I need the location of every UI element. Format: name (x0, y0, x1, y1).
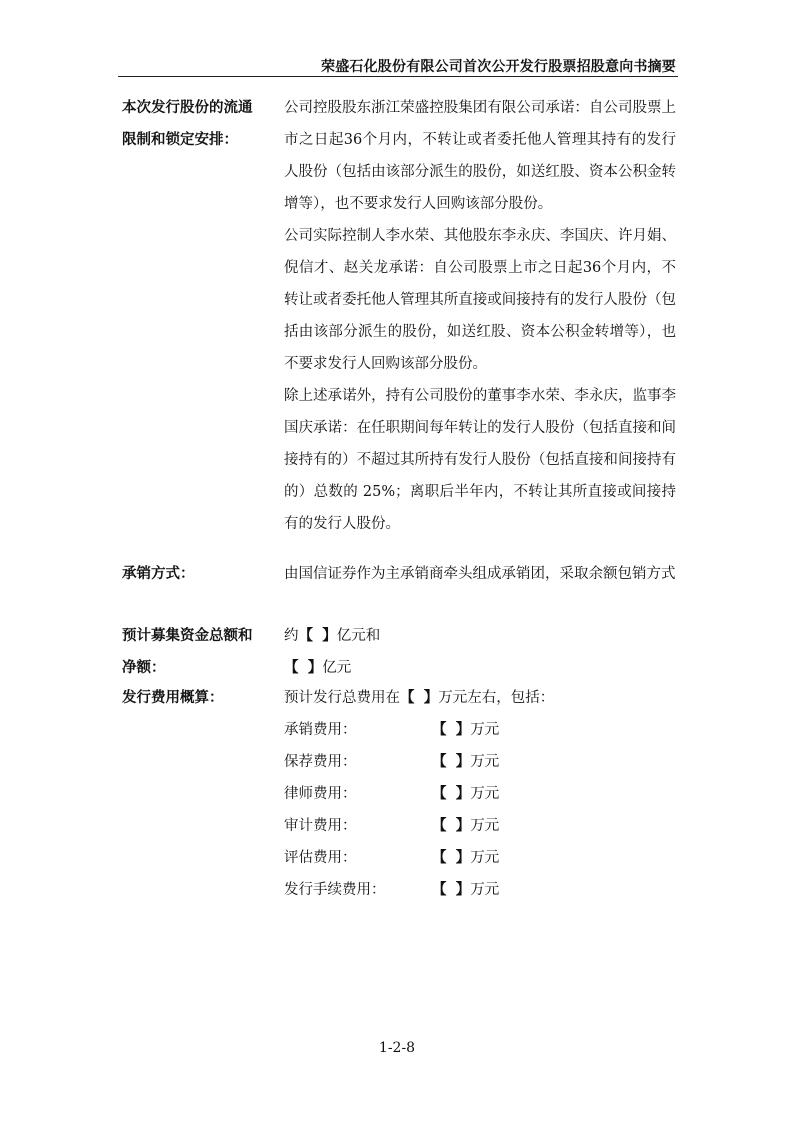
fee-name: 保荐费用： (284, 754, 357, 770)
fee-name: 评估费用： (284, 850, 357, 866)
fee-amount (432, 842, 499, 874)
bracket-close: 】 (455, 754, 471, 770)
fee-name: 审计费用： (284, 818, 357, 834)
fee-amount (432, 810, 499, 842)
fee-row-sponsor (284, 746, 676, 778)
fee-row-underwriting (284, 714, 676, 746)
fee-amount (432, 874, 499, 906)
proceeds-net-suffix: 亿元 (322, 660, 352, 676)
fee-name: 发行手续费用： (284, 882, 386, 898)
fee-amount (432, 746, 499, 778)
lockup-paragraph-controlling-shareholder: 公司控股股东浙江荣盛控股集团有限公司承诺：自公司股票上市之日起36个月内，不转让或者委托他人管理其持有的发行人股份（包括由该部分派生的股份，如送红股、资本公积金转增等），也不要求发行人回购该部分股份。 (284, 100, 676, 212)
fee-unit: 万元 (470, 850, 500, 866)
underwriting-label: 承销方式： (122, 566, 195, 582)
fees-content (284, 682, 676, 906)
lockup-content (284, 92, 676, 540)
fee-row-audit (284, 810, 676, 842)
proceeds-label-line1: 预计募集资金总额和 (122, 628, 253, 644)
proceeds-prefix: 约 (284, 628, 299, 644)
lockup-paragraph-actual-controller: 公司实际控制人李水荣、其他股东李永庆、李国庆、许月娟、倪信才、赵关龙承诺：自公司股票上市之日起36个月内，不转让或者委托他人管理其所直接或间接持有的发行人股份（包括由该部分派生的股份，如送红股、资本公积金转增等），也不要求发行人回购该部分股份。 (284, 228, 676, 372)
fee-name: 承销费用： (284, 722, 357, 738)
fee-row-issuance-handling (284, 874, 676, 906)
bracket-close: 】 (455, 882, 471, 898)
fee-unit: 万元 (470, 754, 500, 770)
bracket-open: 【 (432, 882, 447, 898)
bracket-close: 】 (455, 786, 471, 802)
lockup-label-line1: 本次发行股份的流通 (122, 100, 253, 116)
bracket-open: 【 (432, 850, 447, 866)
fees-intro (284, 682, 676, 714)
fee-amount (432, 778, 499, 810)
fees-intro-suffix: 万元左右，包括： (438, 690, 555, 706)
lockup-label-line2: 限制和锁定安排： (122, 132, 238, 148)
bracket-open: 【 (400, 690, 415, 706)
proceeds-content (284, 620, 676, 684)
fee-row-appraisal (284, 842, 676, 874)
proceeds-line-net (284, 652, 676, 684)
fee-name: 律师费用： (284, 786, 357, 802)
proceeds-label (122, 620, 272, 684)
header-divider (118, 76, 678, 77)
fee-unit: 万元 (470, 882, 500, 898)
bracket-close: 】 (322, 628, 337, 644)
bracket-close: 】 (455, 722, 471, 738)
bracket-close: 】 (455, 818, 471, 834)
proceeds-line-total (284, 620, 676, 652)
proceeds-suffix: 亿元和 (336, 628, 381, 644)
running-header: 荣盛石化股份有限公司首次公开发行股票招股意向书摘要 (321, 59, 676, 75)
bracket-open: 【 (298, 628, 313, 644)
bracket-open: 【 (284, 660, 299, 676)
fees-intro-prefix: 预计发行总费用在 (284, 690, 400, 706)
fee-unit: 万元 (470, 818, 500, 834)
lockup-paragraph-directors: 除上述承诺外，持有公司股份的董事李水荣、李永庆，监事李国庆承诺：在任职期间每年转让的发行人股份（包括直接和间接持有的）不超过其所持有发行人股份（包括直接和间接持有的）总数的 25%；离职后半年内，不转让其所直接或间接持有的发行人股份。 (284, 388, 676, 532)
fee-amount (432, 714, 499, 746)
fee-row-legal (284, 778, 676, 810)
lockup-label (122, 92, 272, 156)
fee-unit: 万元 (470, 722, 500, 738)
fees-label: 发行费用概算： (122, 690, 224, 706)
bracket-open: 【 (432, 754, 447, 770)
bracket-open: 【 (432, 786, 447, 802)
bracket-close: 】 (455, 850, 471, 866)
bracket-open: 【 (432, 722, 447, 738)
bracket-close: 】 (307, 660, 323, 676)
proceeds-label-line2: 净额： (122, 660, 166, 676)
bracket-open: 【 (432, 818, 447, 834)
page-number: 1-2-8 (378, 1040, 416, 1056)
bracket-close: 】 (423, 690, 439, 706)
underwriting-text: 由国信证券作为主承销商牵头组成承销团，采取余额包销方式 (284, 566, 676, 582)
fee-unit: 万元 (470, 786, 500, 802)
